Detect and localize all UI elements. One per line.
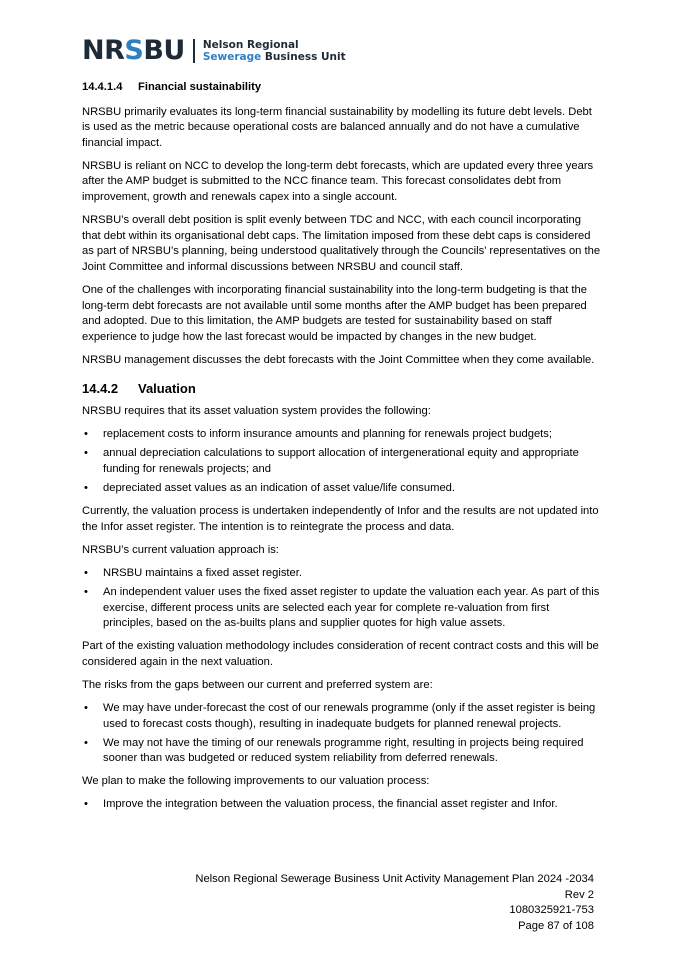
paragraph: Currently, the valuation process is undertaken independently of Infor and the results are not updated into the Infor asset register. The intention is to reintegrate the process and data. <box>82 505 599 533</box>
heading-valuation: 14.4.2 Valuation <box>82 380 196 396</box>
list-item: • annual depreciation calculations to support allocation of intergenerational equity and appropriate funding for renewals projects; and <box>84 447 579 475</box>
paragraph: One of the challenges with incorporating financial sustainability into the long-term budgeting is that the long-term debt forecasts are not available until some months after the AMP budget has been prepared and adopted. Due to this limitation, the AMP budgets are tested for sustainability based on staff experience to judge how the last forecast would be impacted by changes in the new budget. <box>82 284 587 343</box>
paragraph: NRSBU’s overall debt position is split evenly between TDC and NCC, with each council incorporating that debt within its organisational debt caps. The limitation imposed from these debt caps is considered as part of NRSBU’s planning, being understood qualitatively through the Councils’ representatives on the Joint Committee and informal discussions between NRSBU and council staff. <box>82 214 601 273</box>
paragraph: NRSBU’s current valuation approach is: <box>82 543 279 556</box>
logo-wordmark: NRSBU <box>82 35 185 66</box>
list-item: • An independent valuer uses the fixed asset register to update the valuation each year. As part of this exercise, different process units are selected each year for complete re-valuation from first principles, based on the as-builts plans and supplier quotes for high value assets. <box>84 585 600 630</box>
footer-title: Nelson Regional Sewerage Business Unit Activity Management Plan 2024 -2034 <box>195 873 594 885</box>
paragraph: NRSBU requires that its asset valuation system provides the following: <box>82 405 431 418</box>
bullet-list <box>82 797 602 813</box>
nrsbu-logo <box>82 36 346 66</box>
list-item: • We may have under-forecast the cost of our renewals programme (only if the asset register is being used to forecast costs though), resulting in inadequate budgets for planned renewal projects. <box>84 702 596 730</box>
list-item: • NRSBU maintains a fixed asset register. <box>84 566 302 579</box>
logo-subtitle: Nelson Regional Sewerage Business Unit <box>202 39 346 63</box>
footer-page-number: Page 87 of 108 <box>518 919 594 932</box>
page-footer <box>195 872 594 934</box>
heading-financial-sustainability: 14.4.1.4 Financial sustainability <box>82 81 262 93</box>
list-item: • Improve the integration between the valuation process, the financial asset register and Infor. <box>84 798 558 811</box>
list-item: • We may not have the timing of our renewals programme right, resulting in projects being required sooner than was budgeted or reduced system reliability from deferred renewals. <box>84 736 584 765</box>
bullet-list <box>82 701 602 767</box>
paragraph: NRSBU primarily evaluates its long-term financial sustainability by modelling its future debt levels. Debt is used as the metric because operational costs are balanced annually and do not have a cumulative financial impact. <box>82 105 592 149</box>
bullet-list <box>82 566 602 632</box>
paragraph: NRSBU is reliant on NCC to develop the long-term debt forecasts, which are updated every three years after the AMP budget is submitted to the NCC finance team. This forecast consolidates debt from improvement, growth and renewals capex into a single account. <box>82 159 594 204</box>
paragraph: The risks from the gaps between our current and preferred system are: <box>82 678 433 691</box>
list-item: • replacement costs to inform insurance amounts and planning for renewals project budgets; <box>84 428 552 441</box>
footer-revision: Rev 2 <box>564 888 594 901</box>
paragraph: We plan to make the following improvements to our valuation process: <box>82 775 430 788</box>
bullet-list <box>82 427 602 496</box>
list-item: • depreciated asset values as an indication of asset value/life consumed. <box>84 481 455 494</box>
paragraph: Part of the existing valuation methodology includes consideration of recent contract costs and this will be considered again in the next valuation. <box>82 640 599 668</box>
paragraph: NRSBU management discusses the debt forecasts with the Joint Committee when they come available. <box>82 353 595 366</box>
document-body <box>82 80 602 821</box>
footer-document-id: 1080325921-753 <box>509 904 594 917</box>
logo-divider <box>193 39 195 63</box>
